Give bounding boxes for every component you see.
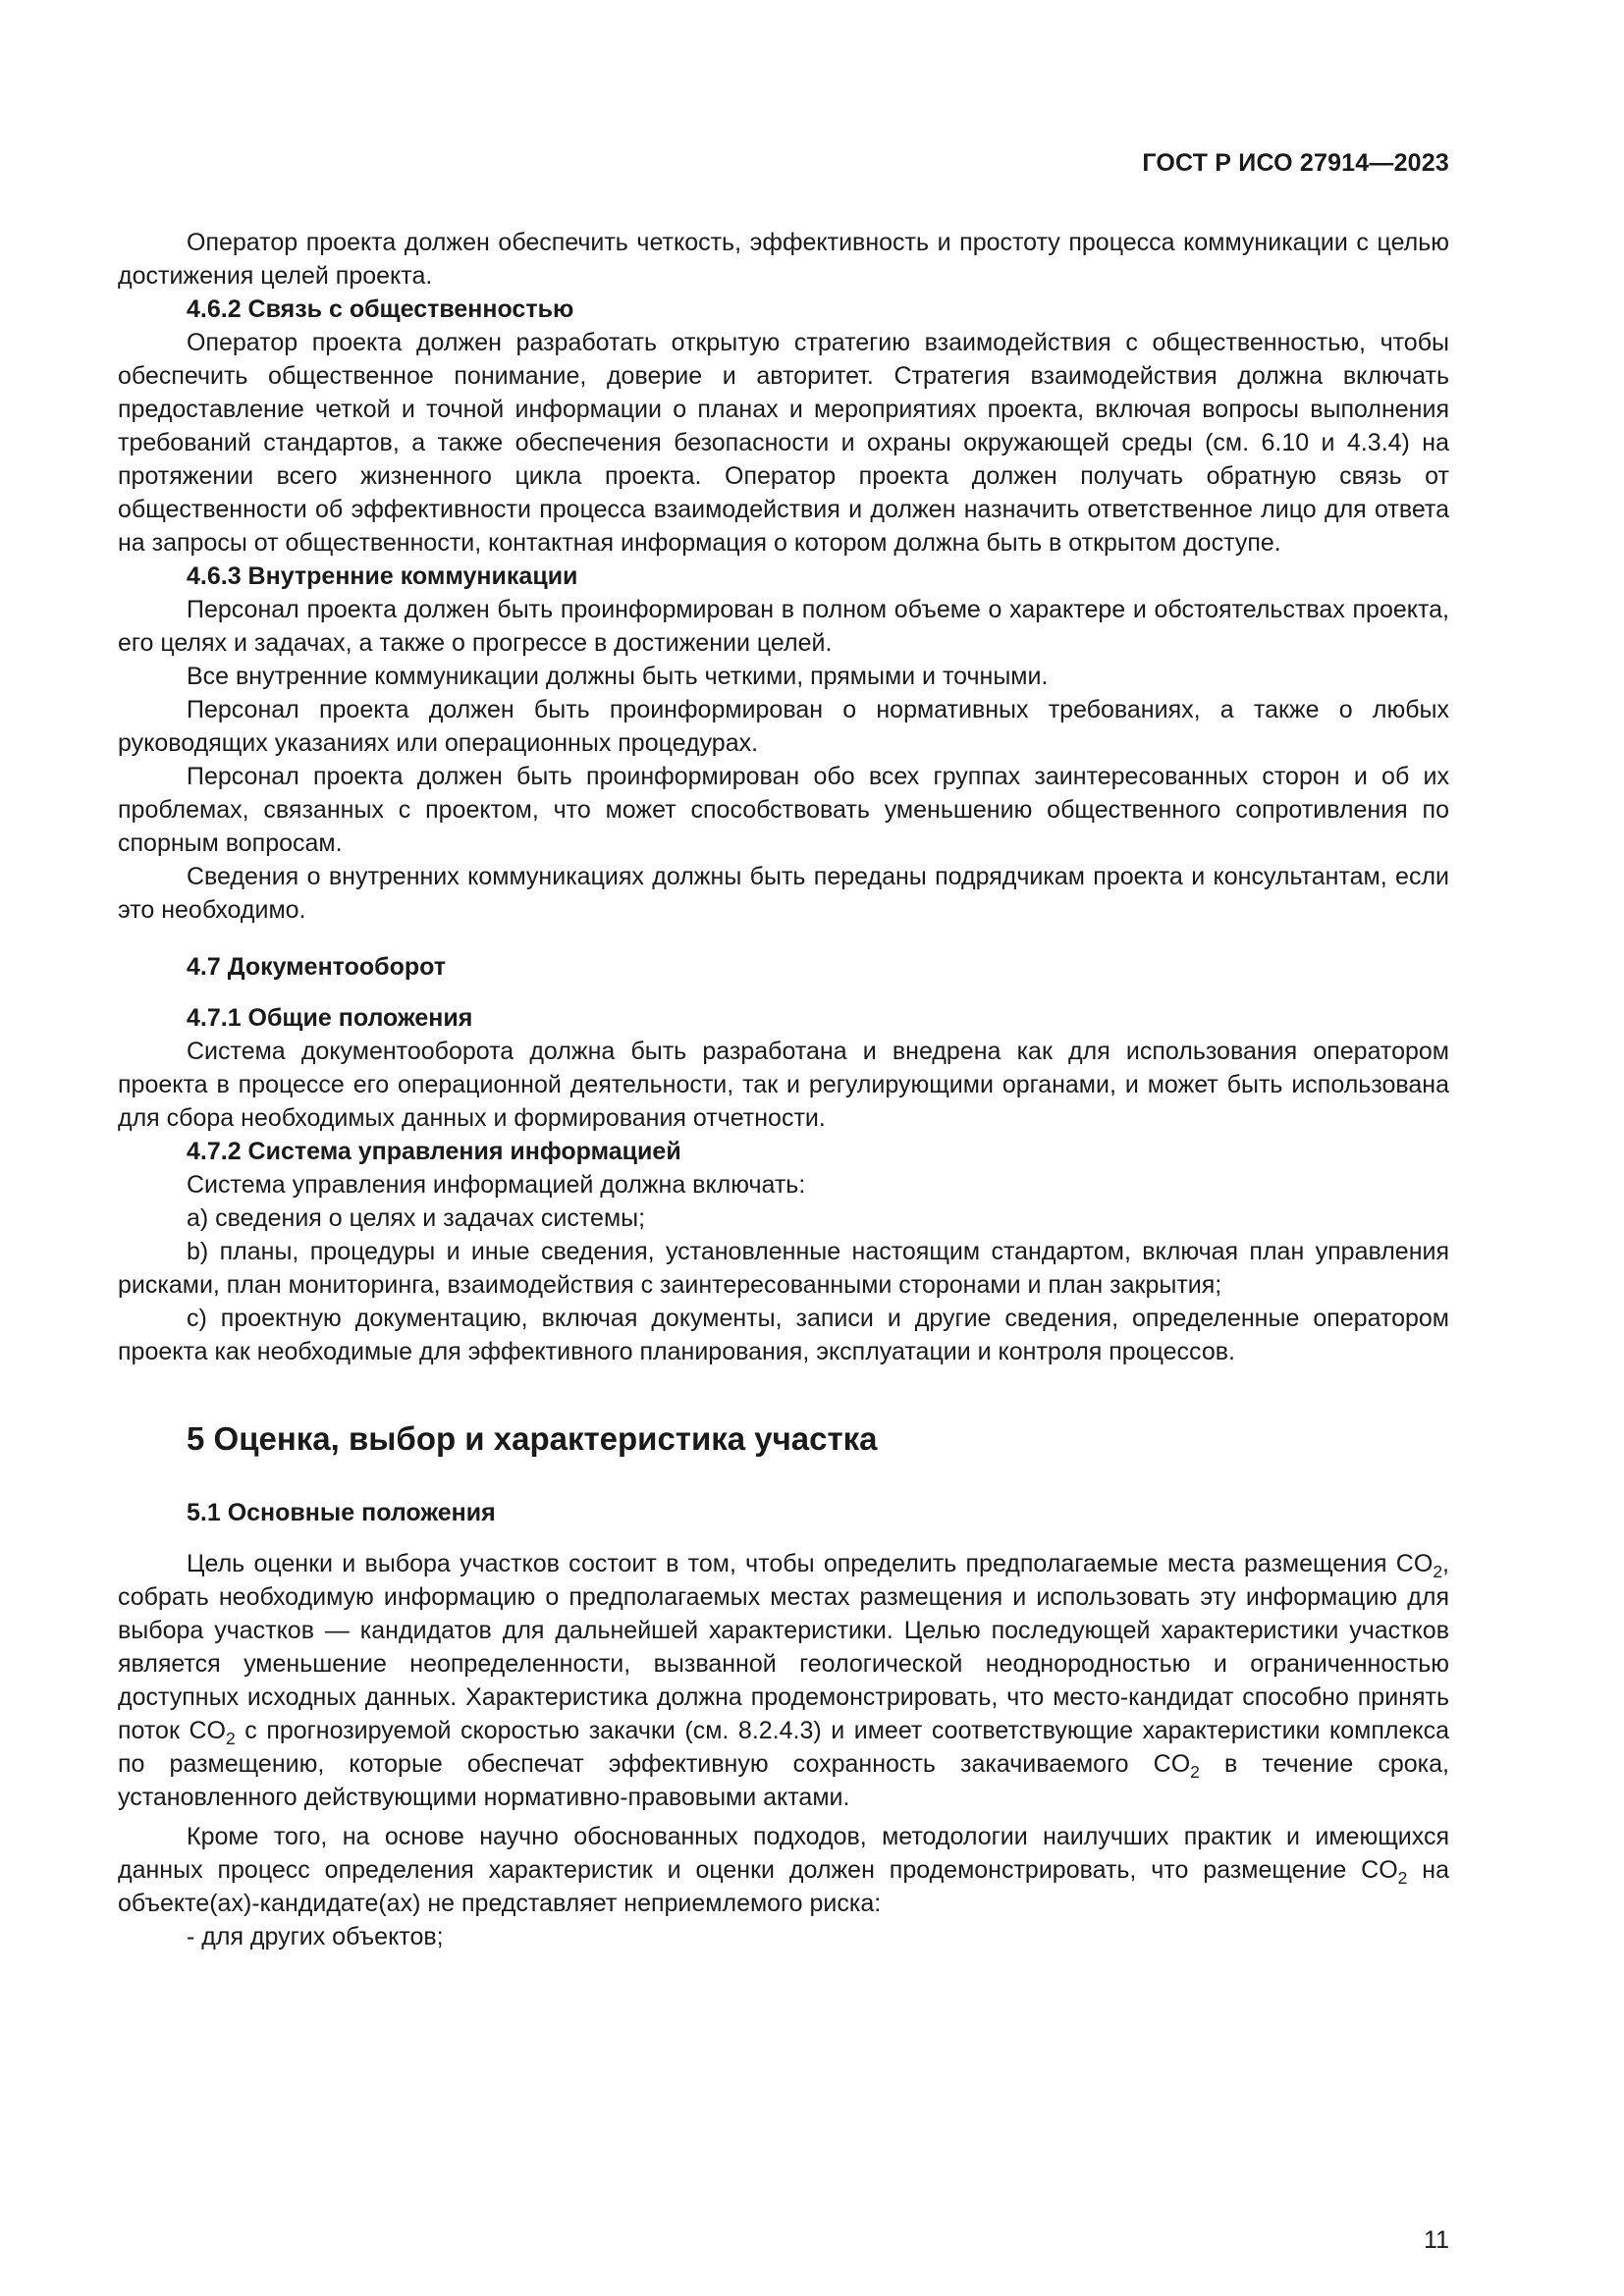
document-body (118, 226, 1449, 1953)
paragraph: Оператор проекта должен обеспечить четкость, эффективность и простоту процесса коммуникации с целью достижения целей проекта. (118, 229, 1449, 290)
paragraph: Персонал проекта должен быть проинформирован о нормативных требованиях, а также о любых руководящих указаниях или операционных процедурах. (118, 696, 1449, 757)
page-number: 11 (1424, 2226, 1449, 2254)
paragraph: Все внутренние коммуникации должны быть четкими, прямыми и точными. (187, 663, 1049, 690)
list-item-b: b) планы, процедуры и иные сведения, установленные настоящим стандартом, включая план управления рисками, план мониторинга, взаимодействия с заинтересованными сторонами и план закрытия; (118, 1238, 1449, 1299)
list-item-bullet: - для других объектов; (187, 1923, 444, 1950)
paragraph: Оператор проекта должен разработать открытую стратегию взаимодействия с общественностью, чтобы обеспечить общественное понимание, доверие и авторитет. Стратегия взаимодействия должна включать предоставление четкой и точной информации о планах и мероприятиях проекта, включая вопросы выполнения требований стандартов, а также обеспечения безопасности и охраны окружающей среды (см. 6.10 и 4.3.4) на протяжении всего жизненного цикла проекта. Оператор проекта должен получать обратную связь от общественности об эффективности процесса взаимодействия и должен назначить ответственное лицо для ответа на запросы от общественности, контактная информация о котором должна быть в открытом доступе. (118, 329, 1449, 557)
page-header-standard: ГОСТ Р ИСО 27914—2023 (1142, 149, 1449, 177)
paragraph: Цель оценки и выбора участков состоит в том, чтобы определить предполагаемые места размещения $CO_2$, собрать необходимую информацию о предполагаемых местах размещения и использовать эту информацию для выбора участков — кандидатов для дальнейшей характеристики. Целью последующей характеристики участков является уменьшение неопределенности, вызванной геологической неоднородностью и ограниченностью доступных исходных данных. Характеристика должна продемонстрировать, что место-кандидат способно принять поток $CO_2$ с прогнозируемой скоростью закачки (см. 8.2.4.3) и имеет соответствующие характеристики комплекса по размещению, которые обеспечат эффективную сохранность закачиваемого $CO_2$ в течение срока, установленного действующими нормативно-правовыми актами. (118, 1550, 1449, 1811)
section-heading-4-6-2: 4.6.2 Связь с общественностью (187, 295, 574, 323)
paragraph: Персонал проекта должен быть проинформирован обо всех группах заинтересованных сторон и об их проблемах, связанных с проектом, что может способствовать уменьшению общественного сопротивления по спорным вопросам. (118, 763, 1449, 857)
section-heading-4-7: 4.7 Документооборот (187, 953, 447, 981)
paragraph: Сведения о внутренних коммуникациях должны быть переданы подрядчикам проекта и консультантам, если это необходимо. (118, 863, 1449, 924)
section-heading-4-7-2: 4.7.2 Система управления информацией (187, 1138, 681, 1165)
section-heading-4-6-3: 4.6.3 Внутренние коммуникации (187, 562, 578, 590)
paragraph: Кроме того, на основе научно обоснованных подходов, методологии наилучших практик и имеющихся данных процесс определения характеристик и оценки должен продемонстрировать, что размещение $CO_2$ на объекте(ах)-кандидате(ах) не представляет неприемлемого риска: (118, 1823, 1449, 1917)
paragraph: Персонал проекта должен быть проинформирован в полном объеме о характере и обстоятельствах проекта, его целях и задачах, а также о прогрессе в достижении целей. (118, 596, 1449, 657)
paragraph: Система документооборота должна быть разработана и внедрена как для использования оператором проекта в процессе его операционной деятельности, так и регулирующими органами, и может быть использована для сбора необходимых данных и формирования отчетности. (118, 1038, 1449, 1132)
section-heading-4-7-1: 4.7.1 Общие положения (187, 1004, 473, 1032)
paragraph: Система управления информацией должна включать: (187, 1171, 806, 1199)
list-item-c: c) проектную документацию, включая документы, записи и другие сведения, определенные оператором проекта как необходимые для эффективного планирования, эксплуатации и контроля процессов. (118, 1305, 1449, 1365)
section-heading-5-1: 5.1 Основные положения (187, 1499, 496, 1526)
chapter-heading-5: 5 Оценка, выбор и характеристика участка (187, 1420, 878, 1457)
list-item-a: а) сведения о целях и задачах системы; (187, 1204, 646, 1232)
